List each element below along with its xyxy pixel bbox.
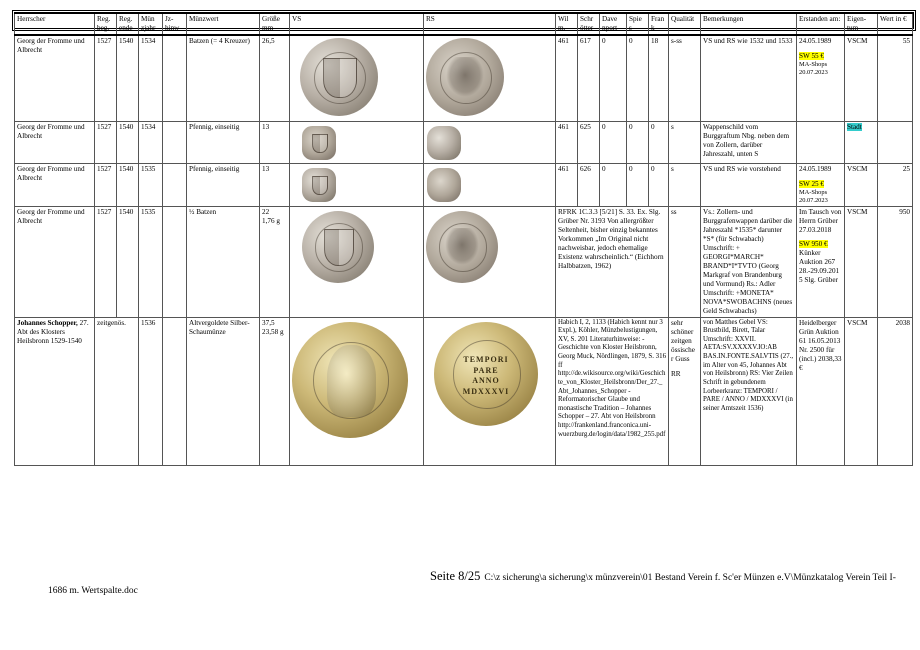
coin-obverse-image <box>302 168 336 202</box>
table-row <box>15 35 913 121</box>
weight-value: 23,58 g <box>262 327 284 336</box>
cell-herrscher: Georg der Fromme und Albrecht <box>15 35 95 121</box>
col-spies: Spie s <box>627 13 649 35</box>
page-footer <box>430 567 896 585</box>
cell-munzjahr: 1535 <box>139 206 163 317</box>
cell-reg-beg: 1527 <box>95 35 117 121</box>
cell-reg-beg: 1527 <box>95 121 117 163</box>
col-munzjahr: Mün zjahr <box>139 13 163 35</box>
sw-value-badge: SW 55 € <box>799 52 825 60</box>
cell-vs-image <box>290 35 424 121</box>
cell-jz-hinw <box>163 317 187 465</box>
col-wert: Wert in € <box>878 13 913 35</box>
cell-reg-ende: 1540 <box>117 206 139 317</box>
cell-groesse <box>260 206 290 317</box>
quality-note: sehr schöner zeitgen össische r Guss <box>671 318 695 363</box>
size-value: 22 <box>262 207 270 216</box>
cell-groesse <box>260 317 290 465</box>
cell-reg-ende: 1540 <box>117 163 139 206</box>
cell-frank: 18 <box>649 35 669 121</box>
cell-munzwert: Batzen (= 4 Kreuzer) <box>187 35 260 121</box>
cell-groesse: 13 <box>260 121 290 163</box>
erstanden-note: Künker Auktion 267 28.-29.09.2015 Slg. Grüber <box>799 248 840 284</box>
cell-reg-ende: 1540 <box>117 35 139 121</box>
weight-value: 1,76 g <box>262 216 280 225</box>
cell-eigentum: VSCM <box>845 163 878 206</box>
cell-groesse: 26,5 <box>260 35 290 121</box>
coin-obverse-image <box>302 126 336 160</box>
cell-erstanden <box>797 206 845 317</box>
cell-bemerkungen: Vs.: Zollern- und Burggrafenwappen darüber die Jahreszahl *1535* darunter *S* (für Schwabach) Umschrift: + GEORGI*MARCH* BRAND*I*TVTO (Georg Markgraf von Brandenburg und Vormund) Rs.: Adler Umschrift: +MONETA* NOVA*SWOBACHNS (neues Geld Schwabachs) <box>701 206 797 317</box>
coin-reverse-image <box>426 211 498 283</box>
cell-jz-hinw <box>163 121 187 163</box>
cell-munzwert: Altvergoldete Silber-Schaumünze <box>187 317 260 465</box>
col-wilm: Wil m. <box>556 13 578 35</box>
cell-vs-image <box>290 317 424 465</box>
table-row <box>15 121 913 163</box>
cell-rs-image <box>424 317 556 465</box>
cell-munzjahr: 1534 <box>139 35 163 121</box>
ruler-title: 27. Abt des Klosters Heilsbronn 1529-1540 <box>17 318 89 345</box>
col-frank: Fran k <box>649 13 669 35</box>
col-jz-hinw: Jz-hinw <box>163 13 187 35</box>
col-rs: RS <box>424 13 556 35</box>
cell-reg-beg: 1527 <box>95 163 117 206</box>
cell-literatur: Habich I, 2, 1133 (Habich kennt nur 3 Expl.), Köhler, Münzbelustigungen, XV, S. 201 Literaturhinweise: - Geschichte von Kloster Heilsbronn, Georg Muck, Nördlingen, 1879, S. 316 ff http://de.wikisource.org/wiki/Geschichte_von_Kloster_Heilsbronn/Der_27._Abt_Johannes_Schopper -Reformatorischer Glaube und monastische Tradition – Johannes Schopper – 27. Abt von Heilsbronn http://frankenland.franconica.uni-wuerzburg.de/login/data/1982_255.pdf <box>556 317 669 465</box>
coin-reverse-image <box>427 168 461 202</box>
cell-groesse: 13 <box>260 163 290 206</box>
cell-reg-beg: 1527 <box>95 206 117 317</box>
cell-wert <box>878 121 913 163</box>
cell-wilm: 461 <box>556 163 578 206</box>
cell-reg-ende: 1540 <box>117 121 139 163</box>
cell-munzwert: ½ Batzen <box>187 206 260 317</box>
rarity: RR <box>671 369 681 378</box>
cell-qualitaet: s <box>669 163 701 206</box>
cell-vs-image <box>290 163 424 206</box>
cell-frank: 0 <box>649 163 669 206</box>
wreath-inscription: TEMPORI PARE ANNO MDXXXVI <box>462 354 510 397</box>
col-erstanden: Erstanden am: <box>797 13 845 35</box>
cell-eigentum: VSCM <box>845 35 878 121</box>
cell-schroetter: 626 <box>578 163 600 206</box>
cell-davenport: 0 <box>600 35 627 121</box>
cell-erstanden <box>797 121 845 163</box>
cell-schroetter: 617 <box>578 35 600 121</box>
ruler-name: Johannes Schopper, <box>17 318 78 327</box>
cell-qualitaet <box>669 317 701 465</box>
cell-vs-image <box>290 206 424 317</box>
erstanden-date: 24.05.1989 <box>799 164 832 173</box>
cell-davenport: 0 <box>600 121 627 163</box>
col-qualitaet: Qualität <box>669 13 701 35</box>
cell-qualitaet: ss <box>669 206 701 317</box>
cell-davenport: 0 <box>600 163 627 206</box>
cell-vs-image <box>290 121 424 163</box>
cell-herrscher: Georg der Fromme und Albrecht <box>15 121 95 163</box>
coin-obverse-image <box>302 211 374 283</box>
sw-value-badge: SW 25 € <box>799 179 825 188</box>
cell-frank: 0 <box>649 121 669 163</box>
col-groesse: Größe mm <box>260 13 290 35</box>
col-reg-beg: Reg. beg. <box>95 13 117 35</box>
table-row <box>15 206 913 317</box>
cell-herrscher: Georg der Fromme und Albrecht <box>15 163 95 206</box>
cell-erstanden <box>797 35 845 121</box>
erstanden-note: MA-Shops 20.07.2023 <box>799 61 828 76</box>
cell-jz-hinw <box>163 163 187 206</box>
cell-wert: 55 <box>878 35 913 121</box>
medal-reverse-image <box>434 322 538 426</box>
cell-munzwert: Pfennig, einseitig <box>187 163 260 206</box>
cell-rs-image <box>424 35 556 121</box>
file-path-continued: 1686 m. Wertspalte.doc <box>48 586 138 596</box>
cell-bemerkungen: von Matthes Gebel VS: Brustbild, Birett, Talar Umschrift: XXVII. AETA:SV.XXXXV.IO:AB BAS.IN.FONTE.SALVTIS (27., im Alter von 45, Johannes Abt von Heilsbronn) RS: Vier Zeilen Schrift in gebundenem Lorbeerkranz: TEMPORI / PARE / ANNO / MDXXXVI (in seiner Amtszeit 1536) <box>701 317 797 465</box>
cell-qualitaet: s-ss <box>669 35 701 121</box>
table-row <box>15 317 913 465</box>
cell-wilm: 461 <box>556 35 578 121</box>
cell-herrscher <box>15 317 95 465</box>
coin-reverse-image <box>426 38 504 116</box>
col-herrscher: Herrscher <box>15 13 95 35</box>
cell-erstanden: Heidelberger Grün Auktion 61 16.05.2013 Nr. 2500 für (incl.) 2038,33 € <box>797 317 845 465</box>
medal-obverse-image <box>292 322 408 438</box>
cell-bemerkungen: Wappenschild vom Burggraftum Nbg. neben dem von Zollern, darüber Jahreszahl, unten S <box>701 121 797 163</box>
cell-munzjahr: 1535 <box>139 163 163 206</box>
cell-wert: 950 <box>878 206 913 317</box>
page-number: Seite 8/25 <box>430 569 481 583</box>
coin-obverse-image <box>300 38 378 116</box>
col-davenport: Dave nport <box>600 13 627 35</box>
cell-bemerkungen: VS und RS wie 1532 und 1533 <box>701 35 797 121</box>
cell-munzwert: Pfennig, einseitig <box>187 121 260 163</box>
cell-eigentum <box>845 121 878 163</box>
cell-spies: 0 <box>627 121 649 163</box>
cell-rs-image <box>424 206 556 317</box>
owner-badge: Stadt <box>847 122 862 131</box>
cell-wert: 25 <box>878 163 913 206</box>
col-eigentum: Eigen- tum <box>845 13 878 35</box>
cell-wilm: 461 <box>556 121 578 163</box>
col-schroetter: Schr ötter <box>578 13 600 35</box>
header-row <box>15 13 913 35</box>
col-reg-ende: Reg. ende <box>117 13 139 35</box>
cell-munzjahr: 1536 <box>139 317 163 465</box>
erstanden-note: MA-Shops 20.07.2023 <box>799 188 828 204</box>
cell-herrscher: Georg der Fromme und Albrecht <box>15 206 95 317</box>
col-bemerkungen: Bemerkungen <box>701 13 797 35</box>
cell-schroetter: 625 <box>578 121 600 163</box>
cell-rs-image <box>424 163 556 206</box>
cell-qualitaet: s <box>669 121 701 163</box>
cell-spies: 0 <box>627 35 649 121</box>
cell-eigentum: VSCM <box>845 206 878 317</box>
col-vs: VS <box>290 13 424 35</box>
file-path: C:\z sicherung\a sicherung\x münzverein\01 Bestand Verein f. Sc'er Münzen e.V\Münzkatalog Verein Teil I- <box>484 573 896 583</box>
sw-value-badge: SW 950 € <box>799 239 828 248</box>
cell-bemerkungen: VS und RS wie vorstehend <box>701 163 797 206</box>
cell-jz-hinw <box>163 35 187 121</box>
cell-eigentum: VSCM <box>845 317 878 465</box>
cell-rs-image <box>424 121 556 163</box>
cell-munzjahr: 1534 <box>139 121 163 163</box>
cell-jz-hinw <box>163 206 187 317</box>
coin-reverse-image <box>427 126 461 160</box>
cell-erstanden <box>797 163 845 206</box>
col-munzwert: Münzwert <box>187 13 260 35</box>
table-row <box>15 163 913 206</box>
erstanden-date: Im Tausch von Herrn Grüber 27.03.2018 <box>799 207 842 234</box>
cell-reg-beg: zeitgenös. <box>95 317 139 465</box>
cell-wert: 2038 <box>878 317 913 465</box>
size-value: 37,5 <box>262 318 275 327</box>
cell-spies: 0 <box>627 163 649 206</box>
catalog-table <box>14 12 913 466</box>
cell-literatur: RFRK 1C.3.3 [5/21] S. 33. Ex. Slg. Grüber Nr. 3193 Von allergrößter Seltenheit, bisher einzig bekanntes Vorkommen „Im Original nicht nachweisbar, jedoch ehemalige Existenz wahrscheinlich.“ (Eichhorn Halbbatzen, 1962) <box>556 206 669 317</box>
erstanden-date: 24.05.1989 <box>799 37 832 45</box>
